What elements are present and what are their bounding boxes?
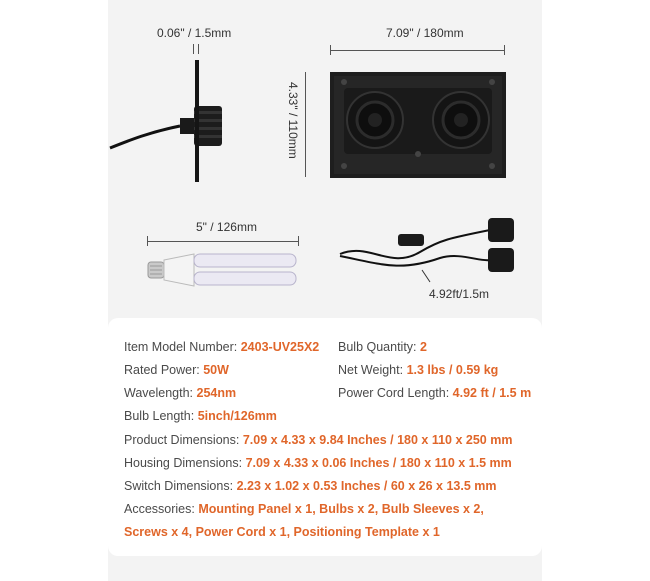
height-line — [305, 72, 306, 177]
spec-bulb-length — [124, 409, 277, 423]
spec-model-value: 2403-UV25X2 — [240, 340, 320, 354]
bulb-length-line — [147, 241, 299, 242]
bulb-length-dimension: 5" / 126mm — [196, 220, 257, 234]
spec-net-weight-value: 1.3 lbs / 0.59 kg — [406, 363, 499, 377]
thickness-tick-left — [193, 44, 194, 54]
power-cord — [330, 212, 520, 284]
thickness-tick-right — [198, 44, 199, 54]
height-dimension: 4.33" / 110mm — [286, 82, 300, 159]
spec-accessories-value-line1: Mounting Panel x 1, Bulbs x 2, Bulb Sleeves x 2, — [198, 502, 484, 516]
cord-length-dimension: 4.92ft/1.5m — [429, 287, 490, 301]
bulb-length-tick-right — [298, 236, 299, 246]
spec-net-weight-label: Net Weight: — [338, 363, 404, 377]
spec-product-dimensions — [124, 433, 512, 447]
thickness-dimension: 0.06" / 1.5mm — [157, 26, 232, 40]
width-tick-left — [330, 45, 331, 55]
spec-rated-power — [124, 363, 229, 377]
width-dimension: 7.09" / 180mm — [386, 26, 464, 40]
spec-accessories — [124, 502, 484, 516]
spec-power-cord-length-value: 4.92 ft / 1.5 m — [452, 386, 532, 400]
spec-rated-power-label: Rated Power: — [124, 363, 200, 377]
bulb-length-tick-left — [147, 236, 148, 246]
uv-bulb — [146, 250, 302, 290]
spec-accessories-value-line2: Screws x 4, Power Cord x 1, Positioning Template x 1 — [124, 525, 440, 539]
spec-accessories-continued — [124, 525, 440, 539]
socket-side-view — [110, 60, 230, 190]
spec-wavelength-label: Wavelength: — [124, 386, 194, 400]
spec-product-dimensions-label: Product Dimensions: — [124, 433, 240, 447]
spec-wavelength — [124, 386, 236, 400]
spec-housing-dimensions-label: Housing Dimensions: — [124, 456, 243, 470]
spec-power-cord-length-label: Power Cord Length: — [338, 386, 450, 400]
spec-switch-dimensions-value: 2.23 x 1.02 x 0.53 Inches / 60 x 26 x 13.5 mm — [236, 479, 497, 493]
spec-model — [124, 340, 319, 354]
spec-bulb-length-label: Bulb Length: — [124, 409, 195, 423]
width-tick-right — [504, 45, 505, 55]
spec-housing-dimensions — [124, 456, 512, 470]
spec-net-weight — [338, 363, 498, 377]
spec-bulb-quantity-value: 2 — [420, 340, 427, 354]
width-line — [330, 50, 505, 51]
spec-bulb-quantity-label: Bulb Quantity: — [338, 340, 417, 354]
spec-model-label: Item Model Number: — [124, 340, 238, 354]
spec-housing-dimensions-value: 7.09 x 4.33 x 0.06 Inches / 180 x 110 x 1.5 mm — [245, 456, 512, 470]
spec-wavelength-value: 254nm — [196, 386, 237, 400]
spec-power-cord-length — [338, 386, 531, 400]
spec-rated-power-value: 50W — [203, 363, 229, 377]
spec-bulb-length-value: 5inch/126mm — [197, 409, 277, 423]
spec-switch-dimensions — [124, 479, 496, 493]
spec-bulb-quantity — [338, 340, 427, 354]
mounting-plate-front-view — [330, 72, 506, 178]
spec-product-dimensions-value: 7.09 x 4.33 x 9.84 Inches / 180 x 110 x 250 mm — [242, 433, 513, 447]
spec-accessories-label: Accessories: — [124, 502, 195, 516]
spec-switch-dimensions-label: Switch Dimensions: — [124, 479, 234, 493]
